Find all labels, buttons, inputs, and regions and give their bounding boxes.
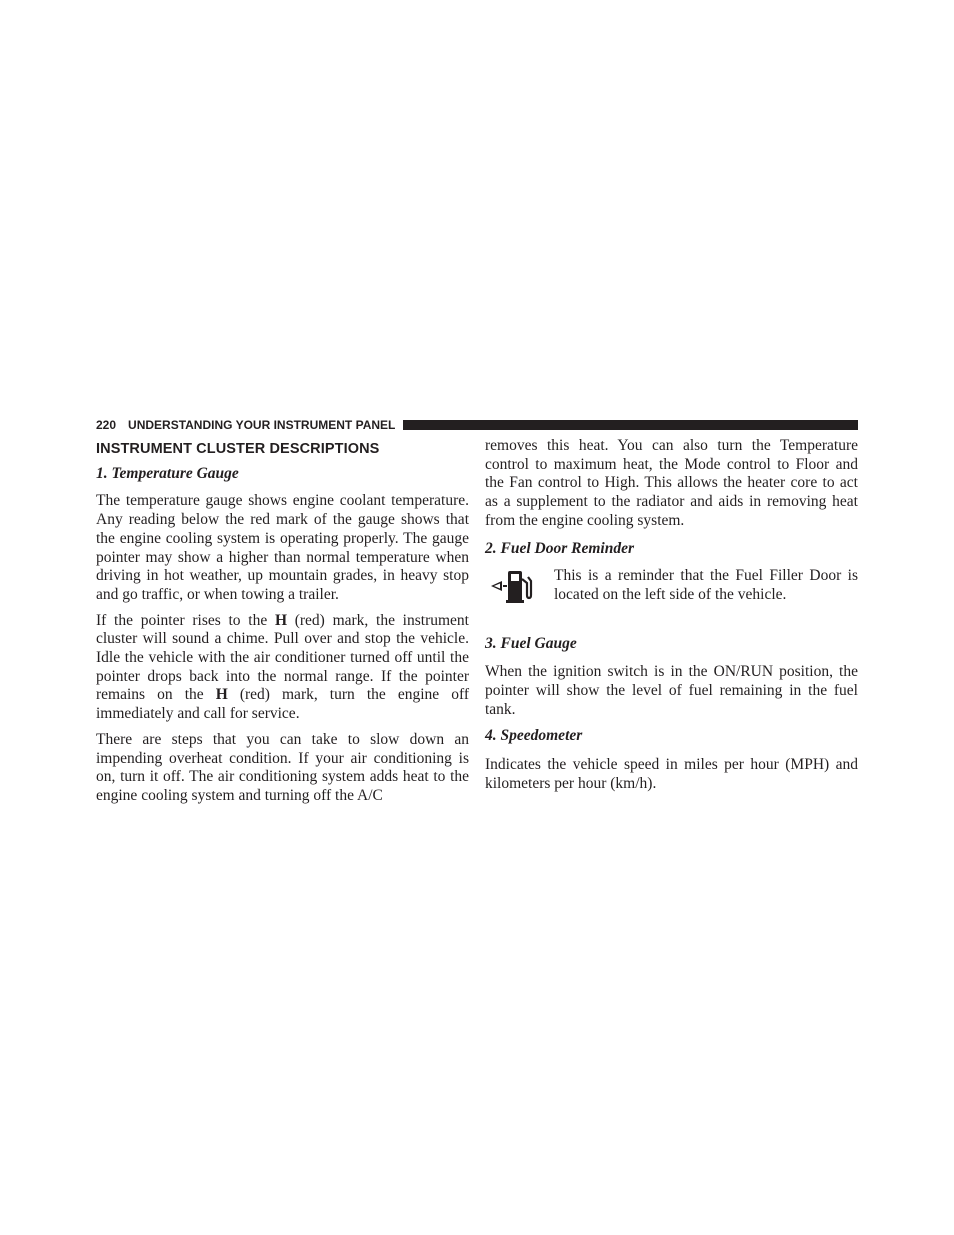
running-title: UNDERSTANDING YOUR INSTRUMENT PANEL <box>128 418 396 432</box>
speedometer-heading: 4. Speedometer <box>485 727 583 745</box>
page-header <box>96 418 858 432</box>
para2-text-b: (red) mark, the instrument cluster will sound a chime. Pull over and stop the vehicle. Idle the vehicle with the air conditioner turned off until the pointer drops back into the normal range. If the pointer remains on the <box>96 611 469 704</box>
fuel-gauge-text: When the ignition switch is in the ON/RUN position, the pointer will show the level of fuel remaining in the fuel tank. <box>485 663 858 718</box>
fuel-door-heading: 2. Fuel Door Reminder <box>485 539 634 557</box>
fuel-door-text: This is a reminder that the Fuel Filler Door is located on the left side of the vehicle. <box>554 567 858 603</box>
para2-text-a: If the pointer rises to the <box>96 611 275 629</box>
h-mark-1: H <box>274 611 287 629</box>
temperature-gauge-heading: 1. Temperature Gauge <box>96 464 239 482</box>
fuel-gauge-heading: 3. Fuel Gauge <box>485 634 577 652</box>
section-title: INSTRUMENT CLUSTER DESCRIPTIONS <box>96 441 380 457</box>
temperature-paragraph-3: There are steps that you can take to slow down an impending overheat condition. If your air conditioning is on, turn it off. The air conditioning system adds heat to the engine cooling system and turning off the A/C <box>96 730 469 804</box>
right-column <box>485 437 858 801</box>
speedometer-text: Indicates the vehicle speed in miles per hour (MPH) and kilometers per hour (km/h). <box>485 756 858 792</box>
page-number: 220 <box>96 418 117 432</box>
header-rule <box>403 420 858 430</box>
left-column <box>96 437 469 813</box>
temperature-paragraph-1: The temperature gauge shows engine coolant temperature. Any reading below the red mark of the gauge shows that the engine cooling system is operating properly. The gauge pointer may show a higher than normal temperature when driving in hot weather, up mountain grades, in heavy stop and go traffic, or when towing a trailer. <box>96 492 469 603</box>
fuel-pump-icon <box>489 569 535 603</box>
continued-paragraph: removes this heat. You can also turn the Temperature control to maximum heat, the Mode control to Floor and the Fan control to High. This allows the heater core to act as a supplement to the radiator and aids in removing heat from the engine cooling system. <box>485 437 858 529</box>
h-mark-2: H <box>215 686 228 704</box>
fuel-door-block <box>485 567 858 604</box>
temperature-paragraph-2 <box>96 612 469 724</box>
para2-text-c: (red) mark, turn the engine off immediately and call for service. <box>96 686 469 723</box>
